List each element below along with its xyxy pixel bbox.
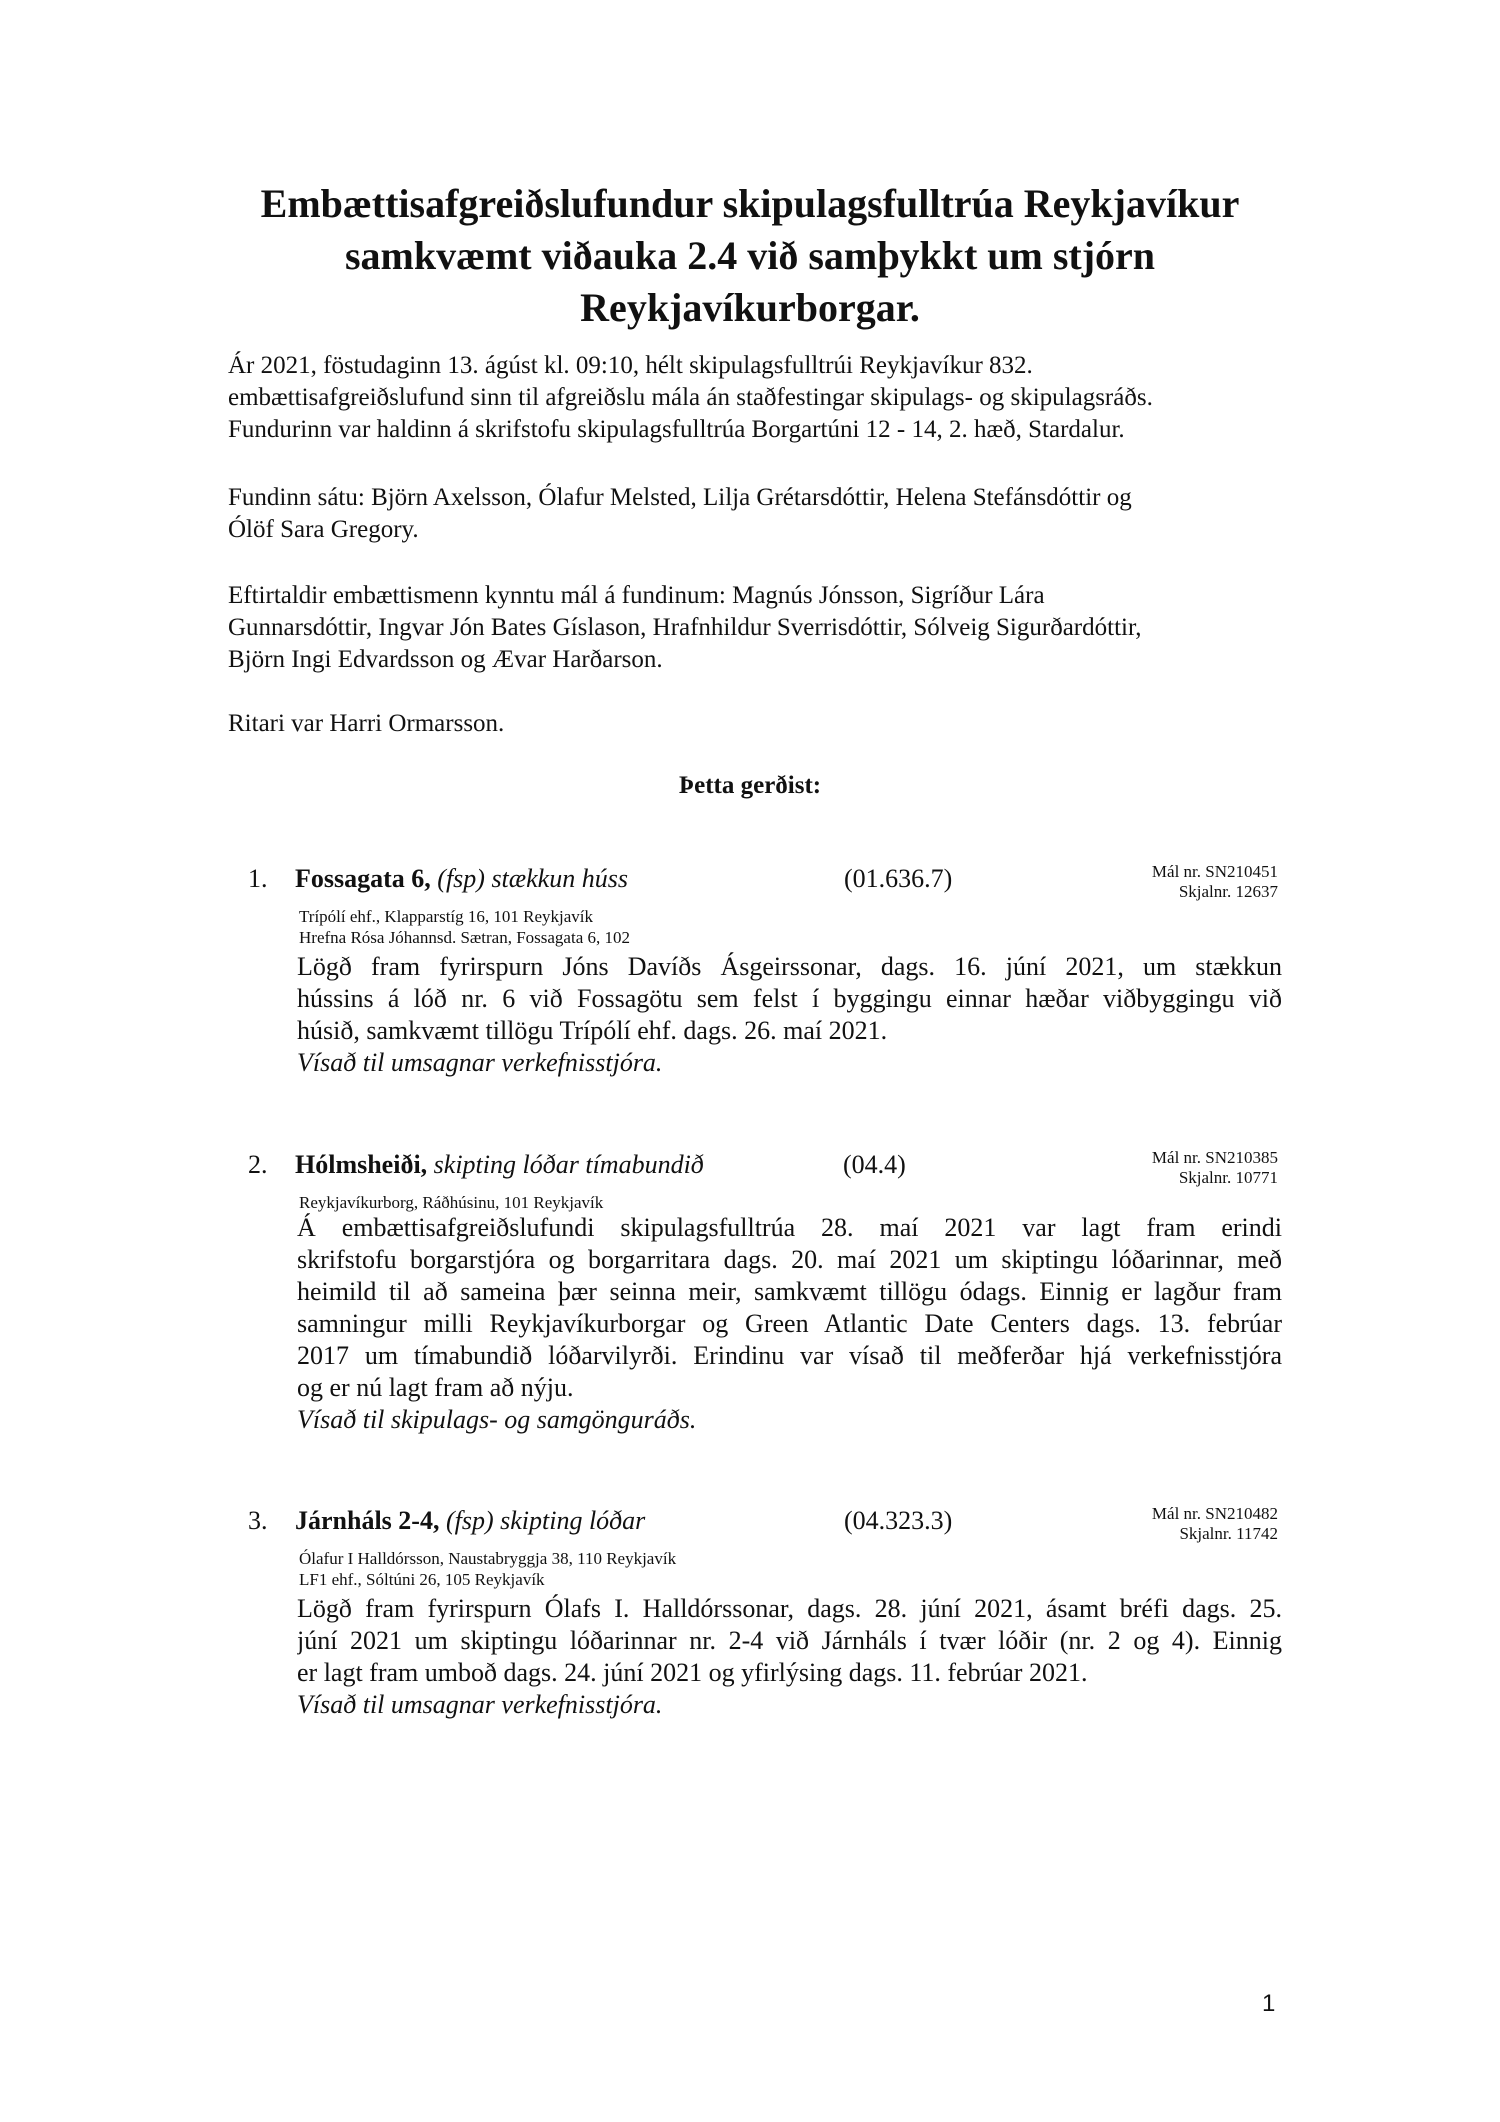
intro-line: embættisafgreiðslufund sinn til afgreiðslu mála án staðfestingar skipulags- og skipulagsráðs. (228, 384, 1153, 411)
case-title (295, 862, 628, 896)
body-line: hússins á lóð nr. 6 við Fossagötu sem felst í byggingu einnar hæðar viðbyggingu við (297, 984, 1282, 1013)
case-title (295, 1148, 704, 1182)
applicants (299, 1548, 676, 1590)
attendees-paragraph (228, 482, 1308, 546)
case-name: Fossagata 6, (295, 864, 431, 893)
intro-line: Fundurinn var haldinn á skrifstofu skipulagsfulltrúa Borgartúni 12 - 14, 2. hæð, Stardalur. (228, 416, 1125, 443)
secretary-line: Ritari var Harri Ormarsson. (228, 710, 505, 737)
presenters-line: Eftirtaldir embættismenn kynntu mál á fundinum: Magnús Jónsson, Sigríður Lára (228, 582, 1045, 609)
case-name: Hólmsheiði, (295, 1150, 428, 1179)
case-body (297, 1593, 1282, 1721)
body-line: skrifstofu borgarstjóra og borgarritara dags. 20. maí 2021 um skiptingu lóðarinnar, með (297, 1245, 1282, 1274)
secretary-paragraph (228, 708, 1308, 740)
record-no: Skjalnr. 12637 (1178, 882, 1278, 901)
attendees-line: Ólöf Sara Gregory. (228, 516, 419, 543)
applicant: LF1 ehf., Sóltúni 26, 105 Reykjavík (299, 1570, 545, 1589)
title-line: Embættisafgreiðslufundur skipulagsfulltrúa Reykjavíkur (260, 181, 1240, 226)
case-code: (01.636.7) (844, 864, 953, 893)
case-no: Mál nr. SN210451 (1151, 862, 1278, 881)
document-title (200, 178, 1300, 334)
body-line: Lögð fram fyrirspurn Jóns Davíðs Ásgeirssonar, dags. 16. júní 2021, um stækkun (297, 952, 1282, 981)
case-code: (04.4) (843, 1150, 906, 1179)
body-line: er lagt fram umboð dags. 24. júní 2021 og yfirlýsing dags. 11. febrúar 2021. (297, 1658, 1088, 1687)
case-meta (1152, 1504, 1278, 1544)
body-line: 2017 um tímabundið lóðarvilyrði. Erindinu var vísað til meðferðar hjá verkefnisstjóra (297, 1341, 1282, 1370)
body-line: júní 2021 um skiptingu lóðarinnar nr. 2-4 við Járnháls í tvær lóðir (nr. 2 og 4). Einnig (297, 1626, 1282, 1655)
case-body (297, 951, 1282, 1079)
presenters-line: Björn Ingi Edvardsson og Ævar Harðarson. (228, 646, 663, 673)
case-subject: skipting lóðar tímabundið (433, 1150, 704, 1179)
body-line: Á embættisafgreiðslufundi skipulagsfulltrúa 28. maí 2021 var lagt fram erindi (297, 1213, 1282, 1242)
record-no: Skjalnr. 10771 (1178, 1168, 1278, 1187)
page-number: 1 (1262, 1990, 1276, 2017)
body-line: heimild til að sameina þær seinna meir, samkvæmt tillögu ódags. Einnig er lagður fram (297, 1277, 1282, 1306)
case-meta (1152, 1148, 1278, 1188)
body-line: Lögð fram fyrirspurn Ólafs I. Halldórssonar, dags. 28. júní 2021, ásamt bréfi dags. 25. (297, 1594, 1282, 1623)
title-line: Reykjavíkurborgar. (580, 285, 920, 330)
case-code: (04.323.3) (844, 1506, 953, 1535)
case-conclusion: Vísað til umsagnar verkefnisstjóra. (297, 1048, 663, 1077)
case-body (297, 1212, 1282, 1436)
case-name: Járnháls 2-4, (295, 1506, 440, 1535)
case-meta (1152, 862, 1278, 902)
applicant: Hrefna Rósa Jóhannsd. Sætran, Fossagata 6, 102 (299, 928, 630, 947)
body-line: og er nú lagt fram að nýju. (297, 1373, 574, 1402)
intro-line: Ár 2021, föstudaginn 13. ágúst kl. 09:10, hélt skipulagsfulltrúi Reykjavíkur 832. (228, 352, 1033, 379)
case-conclusion: Vísað til umsagnar verkefnisstjóra. (297, 1690, 663, 1719)
case-no: Mál nr. SN210385 (1151, 1148, 1278, 1167)
case-subject: (fsp) skipting lóðar (445, 1506, 646, 1535)
presenters-paragraph (228, 580, 1308, 676)
record-no: Skjalnr. 11742 (1179, 1524, 1278, 1543)
case-number: 1. (248, 864, 268, 893)
applicants (299, 1192, 603, 1213)
applicant: Reykjavíkurborg, Ráðhúsinu, 101 Reykjavík (299, 1193, 604, 1212)
case-conclusion: Vísað til skipulags- og samgönguráðs. (297, 1405, 697, 1434)
case-subject: (fsp) stækkun húss (437, 864, 628, 893)
attendees-line: Fundinn sátu: Björn Axelsson, Ólafur Melsted, Lilja Grétarsdóttir, Helena Stefánsdóttir og (228, 484, 1132, 511)
case-number: 2. (248, 1150, 268, 1179)
case-number: 3. (248, 1506, 268, 1535)
case-no: Mál nr. SN210482 (1151, 1504, 1278, 1523)
section-heading: Þetta gerðist: (678, 772, 822, 799)
applicant: Ólafur I Halldórsson, Naustabryggja 38, 110 Reykjavík (299, 1549, 677, 1568)
case-title (295, 1504, 645, 1538)
presenters-line: Gunnarsdóttir, Ingvar Jón Bates Gíslason, Hrafnhildur Sverrisdóttir, Sólveig Sigurðardóttir, (228, 614, 1142, 641)
title-line: samkvæmt viðauka 2.4 við samþykkt um stjórn (344, 233, 1156, 278)
body-line: húsið, samkvæmt tillögu Trípólí ehf. dags. 26. maí 2021. (297, 1016, 888, 1045)
body-line: samningur milli Reykjavíkurborgar og Green Atlantic Date Centers dags. 13. febrúar (297, 1309, 1282, 1338)
applicant: Trípólí ehf., Klapparstíg 16, 101 Reykjavík (299, 907, 594, 926)
applicants (299, 906, 630, 948)
intro-paragraph (228, 350, 1308, 446)
